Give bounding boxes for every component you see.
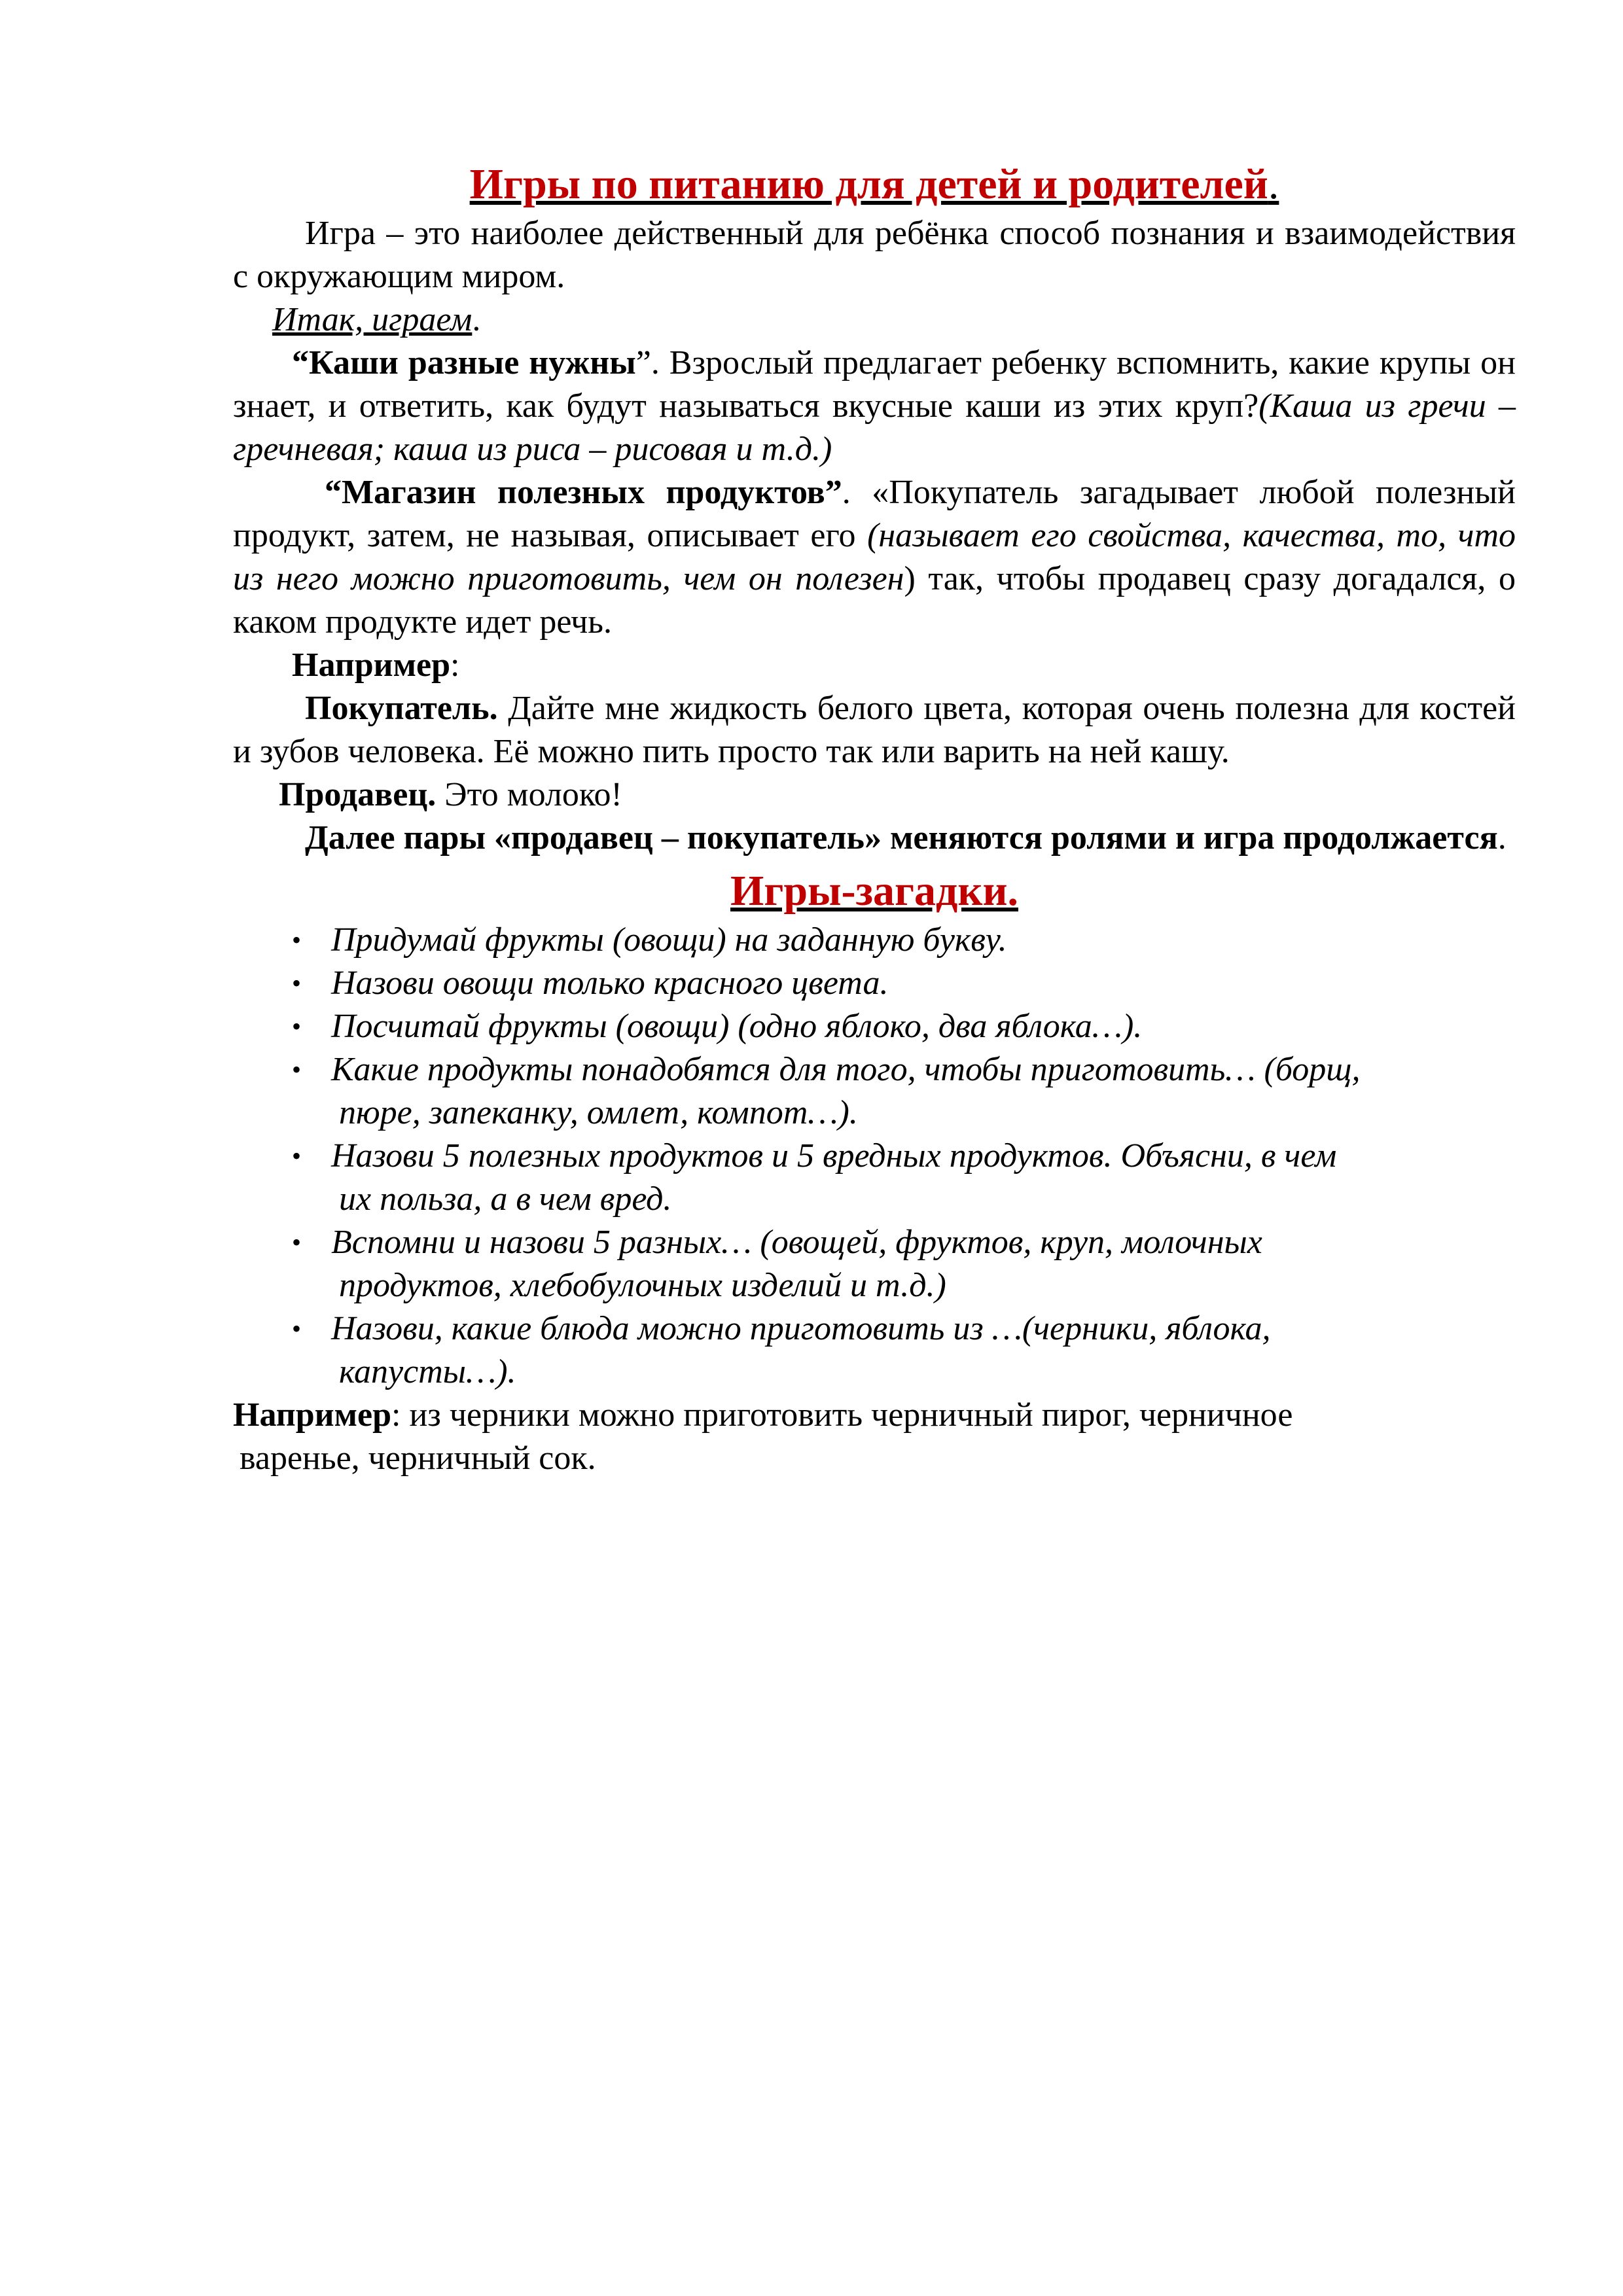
list-item-line1: Назови, какие блюда можно приготовить из …(черники, яблока, <box>331 1310 1271 1347</box>
buyer-label: Покупатель. <box>305 690 498 727</box>
section-title <box>233 864 1516 919</box>
bullet-icon: • <box>292 1314 302 1343</box>
list-item <box>233 1307 1516 1394</box>
list-item <box>233 1221 1516 1307</box>
bullet-icon: • <box>292 1141 302 1171</box>
section-title-text: Игры-загадки. <box>730 867 1018 915</box>
title-text: Игры по питанию для детей и родителей <box>469 160 1268 208</box>
game2-text2: ) так, чтобы продавец сразу догадался, о каком продукте идет речь. <box>233 560 1516 641</box>
game1-name: “Каши разные нужны <box>292 344 636 381</box>
seller-line <box>233 773 1516 817</box>
title-dot: . <box>1268 160 1279 208</box>
seller-label: Продавец. <box>279 776 437 813</box>
final-paragraph-line2: варенье, черничный сок. <box>240 1439 596 1477</box>
bullet-icon: • <box>292 1012 302 1041</box>
itak-dot: . <box>472 301 481 338</box>
game1-paragraph <box>233 342 1516 471</box>
itak-line <box>233 298 1516 342</box>
buyer-paragraph <box>233 687 1516 773</box>
example-label: Например <box>292 646 451 684</box>
list-item <box>233 1135 1516 1221</box>
bullet-icon: • <box>292 925 302 955</box>
game1-text: ”. Взрослый предлагает ребенку вспомнить, какие крупы он знает, и ответить, как будут называться вкусные каши из этих круп? <box>233 344 1516 425</box>
list-item-line2: продуктов, хлебобулочных изделий и т.д.) <box>339 1267 946 1304</box>
list-item-line1: Назови 5 полезных продуктов и 5 вредных продуктов. Объясни, в чем <box>331 1137 1337 1174</box>
game2-text1: . «Покупатель загадывает любой полезный продукт, затем, не называя, описывает его <box>233 474 1516 554</box>
list-item <box>233 1048 1516 1135</box>
list-item-line2: капусты…). <box>339 1353 516 1390</box>
seller-text: Это молоко! <box>436 776 622 813</box>
bullet-icon: • <box>292 1227 302 1257</box>
game1-example: (Каша из гречи – гречневая; каша из риса – рисовая и т.д.) <box>233 387 1516 468</box>
game2-italic: (называет его свойства, качества, то, что из него можно приготовить, чем он полезен <box>233 517 1516 597</box>
continue-paragraph <box>233 817 1516 860</box>
continue-bold: Далее пары «продавец – покупатель» меняются ролями и игра продолжается <box>305 819 1498 857</box>
document-page <box>233 157 1516 1480</box>
example-colon: : <box>450 646 460 684</box>
continue-dot: . <box>1497 819 1507 857</box>
list-item-line1: Вспомни и назови 5 разных… (овощей, фруктов, круп, молочных <box>331 1224 1262 1261</box>
final-text1: : из черники можно приготовить черничный пирог, черничное <box>391 1396 1293 1434</box>
list-item-line1: Посчитай фрукты (овощи) (одно яблоко, два яблока…). <box>331 1008 1143 1045</box>
list-item <box>233 1005 1516 1048</box>
game2-name: “Магазин полезных продуктов” <box>325 474 842 511</box>
itak-text: Итак, играем <box>272 301 473 338</box>
list-item <box>233 919 1516 962</box>
bullet-icon: • <box>292 1055 302 1084</box>
list-item-line1: Придумай фрукты (овощи) на заданную букву. <box>331 921 1007 959</box>
list-item-line1: Какие продукты понадобятся для того, чтобы приготовить… (борщ, <box>331 1051 1361 1088</box>
buyer-text: Дайте мне жидкость белого цвета, которая очень полезна для костей и зубов человека. Её можно пить просто так или варить на ней кашу. <box>233 690 1516 770</box>
bullet-icon: • <box>292 968 302 998</box>
list-item-line1: Назови овощи только красного цвета. <box>331 964 889 1002</box>
list-item-line2: пюре, запеканку, омлет, компот…). <box>339 1094 858 1131</box>
intro-paragraph: Игра – это наиболее действенный для ребёнка способ познания и взаимодействия с окружающим миром. <box>233 215 1516 295</box>
game2-paragraph <box>233 471 1516 644</box>
final-label: Например <box>233 1396 392 1434</box>
list-item-line2: их польза, а в чем вред. <box>339 1180 672 1218</box>
final-paragraph <box>233 1394 1516 1437</box>
riddle-list <box>233 919 1516 1394</box>
page-title <box>233 157 1516 212</box>
list-item <box>233 962 1516 1005</box>
example-line <box>233 644 1516 687</box>
